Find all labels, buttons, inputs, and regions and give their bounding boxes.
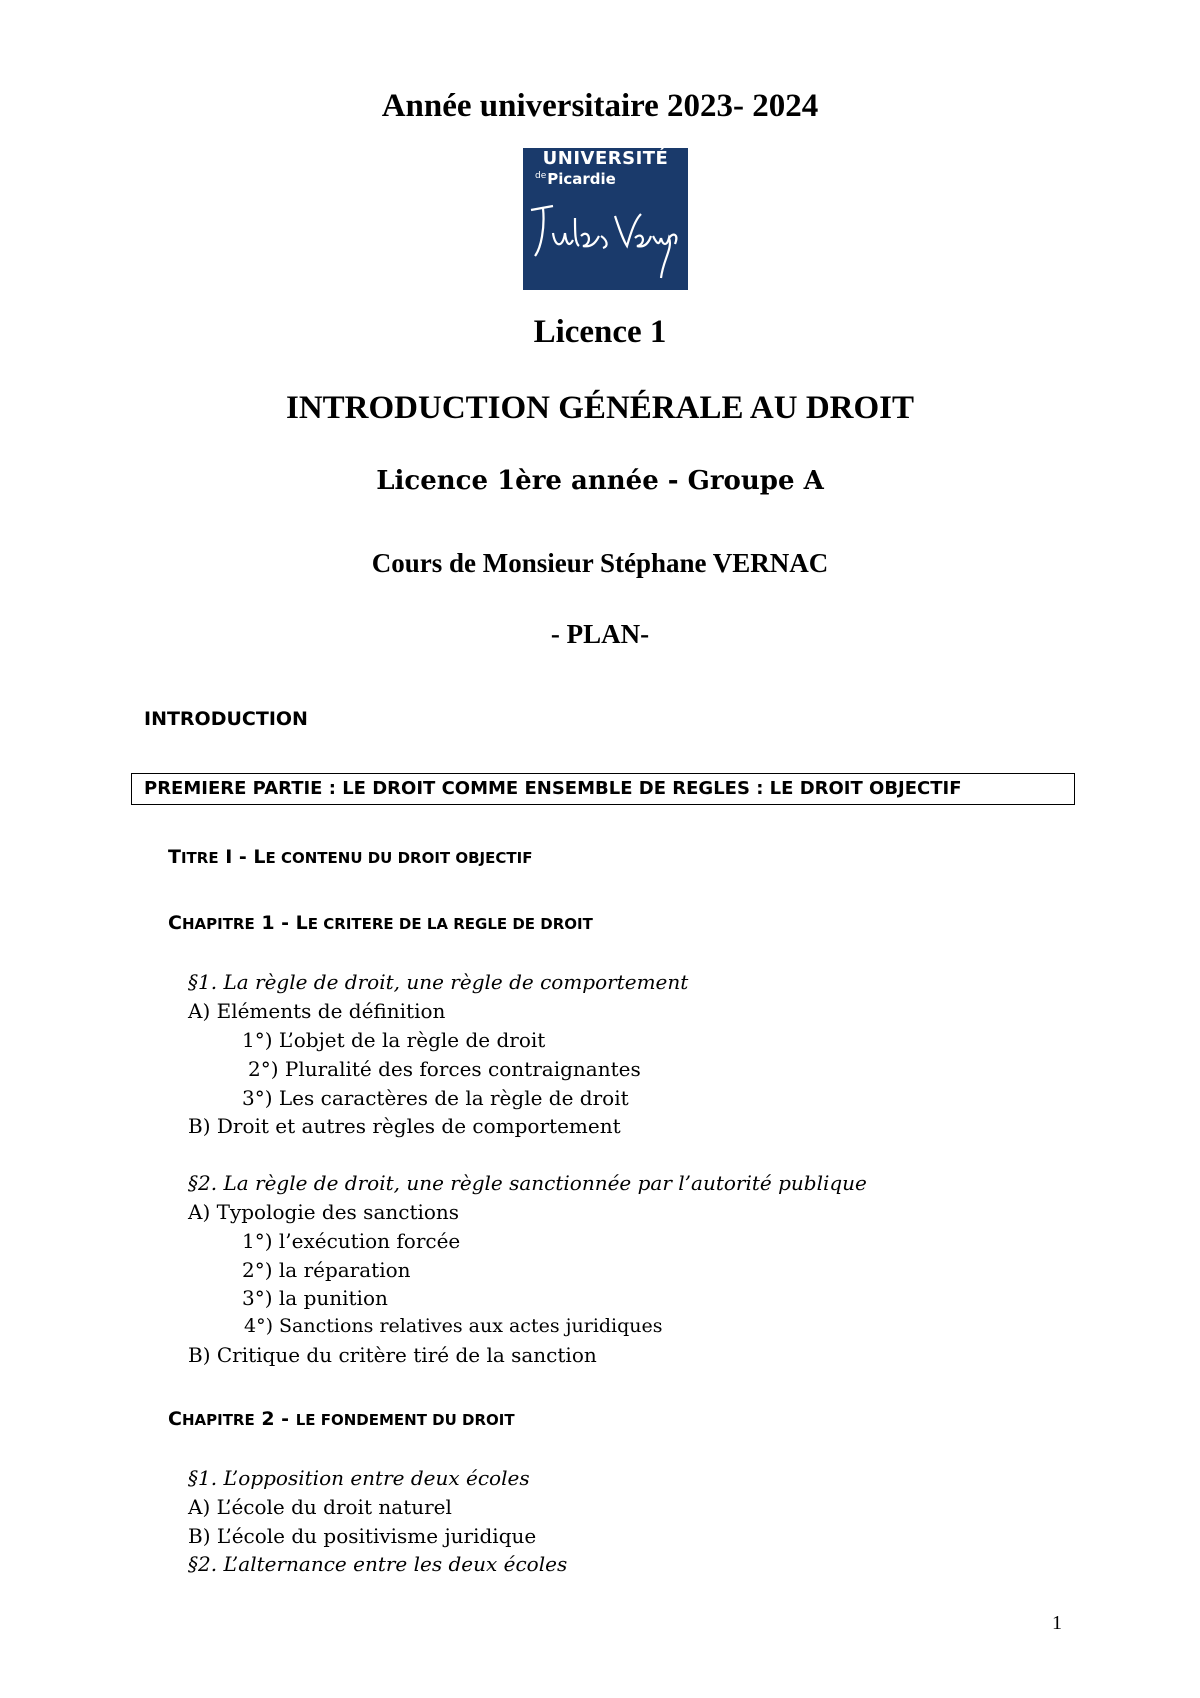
page-number: 1	[1052, 1612, 1062, 1634]
outline-item: A) Eléments de définition	[188, 999, 446, 1023]
part-one-box: PREMIERE PARTIE : LE DROIT COMME ENSEMBLE DE REGLES : LE DROIT OBJECTIF	[131, 773, 1075, 805]
section-heading: §1. La règle de droit, une règle de comportement	[188, 970, 689, 994]
logo-university-text: UNIVERSITÉ	[542, 148, 669, 169]
signature-icon	[523, 188, 688, 290]
outline-item: 1°) l’exécution forcée	[242, 1229, 461, 1253]
outline-item: 2°) Pluralité des forces contraignantes	[248, 1057, 641, 1081]
chapter-two-heading: CHAPITRE 2 - LE FONDEMENT DU DROIT	[168, 1408, 515, 1430]
outline-item: B) Droit et autres règles de comportement	[188, 1114, 621, 1138]
outline-item: B) L’école du positivisme juridique	[188, 1524, 537, 1548]
academic-year-heading: Année universitaire 2023- 2024	[381, 88, 819, 124]
titre-one-heading: TITRE I - LE CONTENU DU DROIT OBJECTIF	[168, 846, 533, 868]
logo-picardie-text: $^{de}$Picardie	[535, 170, 616, 188]
outline-item: B) Critique du critère tiré de la sanction	[188, 1343, 597, 1367]
outline-item: 3°) la punition	[242, 1286, 388, 1310]
outline-item: 3°) Les caractères de la règle de droit	[242, 1086, 629, 1110]
section-heading: §2. L’alternance entre les deux écoles	[188, 1552, 568, 1576]
outline-item: 1°) L’objet de la règle de droit	[242, 1028, 546, 1052]
section-heading: §1. L’opposition entre deux écoles	[188, 1466, 530, 1490]
university-logo	[523, 148, 688, 290]
outline-item: A) L’école du droit naturel	[188, 1495, 452, 1519]
group-subtitle: Licence 1ère année - Groupe A	[376, 466, 824, 496]
professor-line: Cours de Monsieur Stéphane VERNAC	[371, 548, 829, 578]
outline-item: 4°) Sanctions relatives aux actes juridiques	[244, 1315, 663, 1337]
outline-item: 2°) la réparation	[242, 1258, 411, 1282]
plan-heading: - PLAN-	[550, 619, 650, 649]
outline-item: A) Typologie des sanctions	[188, 1200, 460, 1224]
course-title: INTRODUCTION GÉNÉRALE AU DROIT	[285, 390, 914, 426]
introduction-heading: INTRODUCTION	[144, 708, 308, 730]
licence-heading: Licence 1	[533, 314, 667, 350]
section-heading: §2. La règle de droit, une règle sanctionnée par l’autorité publique	[188, 1171, 867, 1195]
chapter-one-heading: CHAPITRE 1 - LE CRITERE DE LA REGLE DE DROIT	[168, 912, 593, 934]
